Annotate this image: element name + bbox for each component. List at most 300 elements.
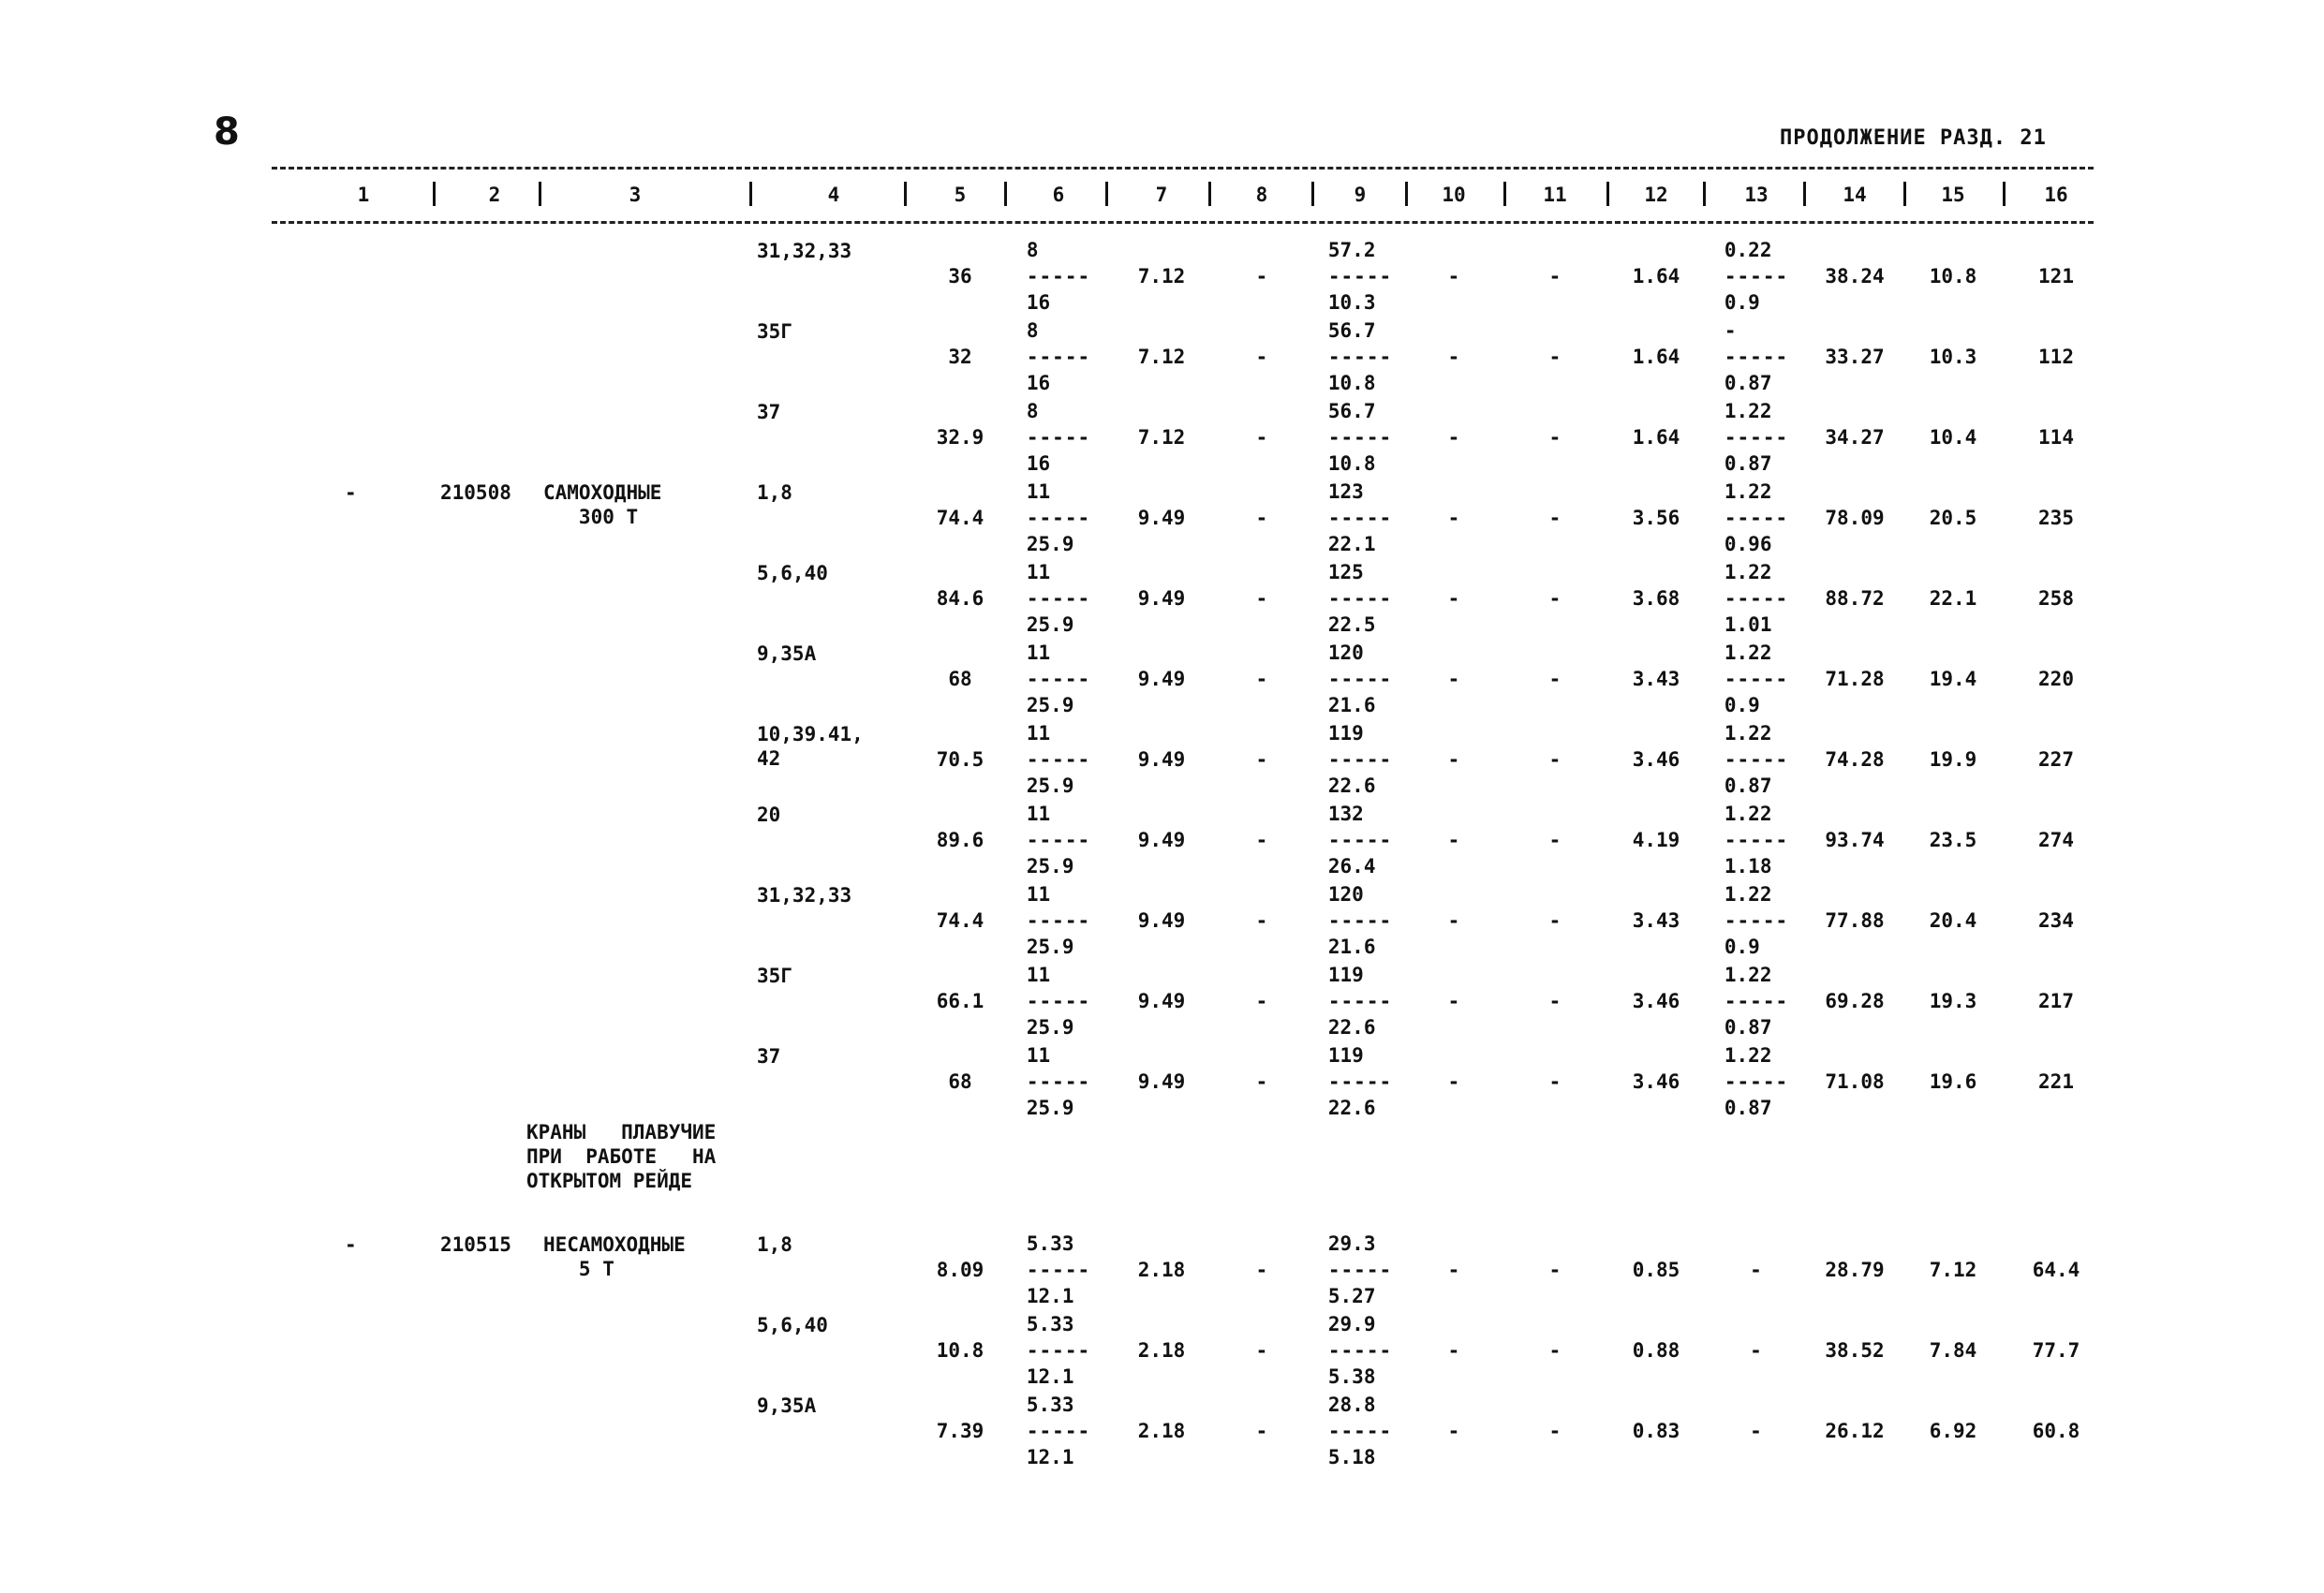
fraction-cell-c9 bbox=[1328, 400, 1392, 479]
fraction-cell-c13 bbox=[1724, 319, 1788, 398]
fraction-bar: - bbox=[1750, 1420, 1763, 1442]
cell-c11: - bbox=[1548, 1070, 1562, 1093]
cell-c5: 7.39 bbox=[936, 1420, 984, 1442]
column-header-5: 5 bbox=[954, 184, 967, 206]
cell-c16: 220 bbox=[2038, 668, 2074, 690]
cell-c16: 64.4 bbox=[2032, 1259, 2080, 1281]
column-header-16: 16 bbox=[2044, 184, 2068, 206]
cell-c16: 227 bbox=[2038, 748, 2074, 771]
cell-c15: 6.92 bbox=[1929, 1420, 1977, 1442]
denominator: 22.6 bbox=[1327, 774, 1376, 797]
column-header-3: 3 bbox=[629, 184, 642, 206]
numerator: 120 bbox=[1327, 883, 1364, 906]
cell-c5: 32.9 bbox=[936, 426, 984, 449]
cell-c15: 20.5 bbox=[1929, 507, 1977, 529]
cell-c5: 84.6 bbox=[936, 587, 984, 610]
cell-c10: - bbox=[1447, 1339, 1460, 1362]
numerator: 11 bbox=[1026, 803, 1051, 825]
fraction-bar: ----- bbox=[1724, 829, 1789, 851]
numerator: 29.9 bbox=[1327, 1313, 1376, 1335]
cell-c16: 112 bbox=[2038, 346, 2074, 368]
denominator: 0.9 bbox=[1724, 936, 1760, 958]
cell-c8: - bbox=[1255, 990, 1268, 1012]
denominator: 25.9 bbox=[1026, 613, 1074, 636]
fraction-cell-c6 bbox=[1027, 883, 1090, 962]
cell-c11: - bbox=[1548, 346, 1562, 368]
cell-c10: - bbox=[1447, 748, 1460, 771]
denominator bbox=[1750, 1365, 1763, 1392]
fraction-bar: ----- bbox=[1026, 587, 1091, 610]
cell-c10: - bbox=[1447, 829, 1460, 851]
cell-c8: - bbox=[1255, 346, 1268, 368]
numerator: 1.22 bbox=[1724, 642, 1772, 664]
fraction-bar: ----- bbox=[1327, 1259, 1393, 1281]
fraction-bar: ----- bbox=[1026, 426, 1091, 449]
row-positions: 10,39.41, 42 bbox=[757, 723, 864, 770]
fraction-bar: ----- bbox=[1026, 829, 1091, 851]
fraction-cell-c6 bbox=[1027, 239, 1090, 317]
numerator: 28.8 bbox=[1327, 1394, 1376, 1416]
cell-c8: - bbox=[1255, 1070, 1268, 1093]
cell-c11: - bbox=[1548, 990, 1562, 1012]
fraction-bar: ----- bbox=[1026, 1420, 1091, 1442]
cell-c12: 1.64 bbox=[1632, 346, 1680, 368]
row-positions: 35Г bbox=[757, 965, 792, 987]
cell-c15: 10.4 bbox=[1929, 426, 1977, 449]
cell-c16: 60.8 bbox=[2032, 1420, 2080, 1442]
cell-c11: - bbox=[1548, 1339, 1562, 1362]
denominator: 22.1 bbox=[1327, 533, 1376, 555]
row-positions: 37 bbox=[757, 1045, 781, 1068]
fraction-cell-c6 bbox=[1027, 1232, 1090, 1311]
numerator: 11 bbox=[1026, 642, 1051, 664]
fraction-bar: ----- bbox=[1724, 507, 1789, 529]
fraction-bar: ----- bbox=[1327, 748, 1393, 771]
column-separator bbox=[1105, 182, 1108, 206]
column-header-8: 8 bbox=[1255, 184, 1268, 206]
numerator: 1.22 bbox=[1724, 964, 1772, 986]
column-separator bbox=[1405, 182, 1408, 206]
row-positions: 31,32,33 bbox=[757, 240, 852, 262]
fraction-cell-c13 bbox=[1750, 1313, 1763, 1392]
denominator: 0.9 bbox=[1724, 694, 1760, 716]
fraction-bar: ----- bbox=[1026, 507, 1091, 529]
fraction-bar: ----- bbox=[1724, 426, 1789, 449]
numerator: 125 bbox=[1327, 561, 1364, 583]
denominator: 25.9 bbox=[1026, 774, 1074, 797]
cell-c10: - bbox=[1447, 426, 1460, 449]
numerator: 8 bbox=[1026, 400, 1039, 422]
column-header-10: 10 bbox=[1442, 184, 1466, 206]
cell-c12: 3.43 bbox=[1632, 909, 1680, 932]
cell-c12: 3.56 bbox=[1632, 507, 1680, 529]
cell-c5: 70.5 bbox=[936, 748, 984, 771]
cell-c15: 23.5 bbox=[1929, 829, 1977, 851]
cell-c8: - bbox=[1255, 1259, 1268, 1281]
column-header-2: 2 bbox=[488, 184, 501, 206]
cell-c12: 0.85 bbox=[1632, 1259, 1680, 1281]
cell-c14: 88.72 bbox=[1825, 587, 1885, 610]
cell-c15: 19.6 bbox=[1929, 1070, 1977, 1093]
denominator: 10.8 bbox=[1327, 452, 1376, 475]
column-separator bbox=[1503, 182, 1506, 206]
fraction-cell-c9 bbox=[1328, 803, 1392, 881]
cell-c7: 9.49 bbox=[1137, 587, 1186, 610]
denominator: 1.01 bbox=[1724, 613, 1772, 636]
cell-c7: 9.49 bbox=[1137, 909, 1186, 932]
cell-c15: 22.1 bbox=[1929, 587, 1977, 610]
cell-c7: 7.12 bbox=[1137, 346, 1186, 368]
cell-c7: 7.12 bbox=[1137, 426, 1186, 449]
cell-c15: 7.84 bbox=[1929, 1339, 1977, 1362]
row-positions: 37 bbox=[757, 401, 781, 423]
numerator: 56.7 bbox=[1327, 400, 1376, 422]
column-header-15: 15 bbox=[1941, 184, 1965, 206]
cell-c14: 38.52 bbox=[1825, 1339, 1885, 1362]
denominator: 5.18 bbox=[1327, 1446, 1376, 1468]
cell-c16: 121 bbox=[2038, 265, 2074, 288]
numerator bbox=[1750, 1394, 1763, 1420]
denominator: 26.4 bbox=[1327, 855, 1376, 878]
numerator: 5.33 bbox=[1026, 1313, 1074, 1335]
fraction-cell-c13 bbox=[1724, 561, 1788, 640]
column-separator bbox=[1208, 182, 1211, 206]
fraction-bar: ----- bbox=[1327, 1070, 1393, 1093]
column-separator bbox=[1004, 182, 1007, 206]
cell-c12: 4.19 bbox=[1632, 829, 1680, 851]
fraction-cell-c6 bbox=[1027, 1044, 1090, 1123]
fraction-bar: ----- bbox=[1327, 265, 1393, 288]
fraction-bar: ----- bbox=[1327, 1339, 1393, 1362]
denominator: 22.6 bbox=[1327, 1016, 1376, 1039]
fraction-cell-c13 bbox=[1724, 239, 1788, 317]
fraction-cell-c13 bbox=[1724, 883, 1788, 962]
fraction-bar: ----- bbox=[1724, 909, 1789, 932]
denominator: 25.9 bbox=[1026, 694, 1074, 716]
cell-c12: 3.68 bbox=[1632, 587, 1680, 610]
fraction-cell-c9 bbox=[1328, 642, 1392, 720]
cell-c8: - bbox=[1255, 265, 1268, 288]
cell-c12: 3.46 bbox=[1632, 990, 1680, 1012]
cell-c8: - bbox=[1255, 1420, 1268, 1442]
cell-c14: 69.28 bbox=[1825, 990, 1885, 1012]
numerator: 11 bbox=[1026, 722, 1051, 745]
fraction-cell-c9 bbox=[1328, 1232, 1392, 1311]
fraction-bar: ----- bbox=[1026, 265, 1091, 288]
column-header-13: 13 bbox=[1744, 184, 1769, 206]
cell-c5: 10.8 bbox=[936, 1339, 984, 1362]
cell-c14: 33.27 bbox=[1825, 346, 1885, 368]
cell-c8: - bbox=[1255, 668, 1268, 690]
cell-c16: 235 bbox=[2038, 507, 2074, 529]
top-rule bbox=[272, 167, 2094, 170]
denominator bbox=[1750, 1285, 1763, 1311]
numerator: 11 bbox=[1026, 1044, 1051, 1067]
fraction-bar: ----- bbox=[1026, 1259, 1091, 1281]
fraction-bar: ----- bbox=[1026, 1070, 1091, 1093]
cell-c5: 74.4 bbox=[936, 507, 984, 529]
cell-c14: 38.24 bbox=[1825, 265, 1885, 288]
fraction-bar: - bbox=[1750, 1339, 1763, 1362]
fraction-cell-c6 bbox=[1027, 561, 1090, 640]
row-positions: 20 bbox=[757, 804, 781, 826]
numerator bbox=[1750, 1232, 1763, 1259]
cell-c10: - bbox=[1447, 1070, 1460, 1093]
denominator: 0.87 bbox=[1724, 452, 1772, 475]
numerator: 8 bbox=[1026, 239, 1039, 261]
column-separator bbox=[433, 182, 436, 206]
cell-c11: - bbox=[1548, 507, 1562, 529]
fraction-cell-c13 bbox=[1724, 400, 1788, 479]
fraction-cell-c9 bbox=[1328, 722, 1392, 801]
fraction-cell-c9 bbox=[1328, 883, 1392, 962]
fraction-bar: - bbox=[1750, 1259, 1763, 1281]
cell-c11: - bbox=[1548, 668, 1562, 690]
fraction-bar: ----- bbox=[1026, 909, 1091, 932]
cell-c10: - bbox=[1447, 587, 1460, 610]
fraction-bar: ----- bbox=[1724, 668, 1789, 690]
cell-c16: 234 bbox=[2038, 909, 2074, 932]
fraction-cell-c6 bbox=[1027, 319, 1090, 398]
column-separator bbox=[1311, 182, 1314, 206]
cell-c7: 7.12 bbox=[1137, 265, 1186, 288]
fraction-bar: ----- bbox=[1724, 587, 1789, 610]
cell-c15: 19.9 bbox=[1929, 748, 1977, 771]
cell-c7: 2.18 bbox=[1137, 1420, 1186, 1442]
numerator: 0.22 bbox=[1724, 239, 1772, 261]
cell-c5: 68 bbox=[948, 1070, 972, 1093]
fraction-cell-c13 bbox=[1724, 642, 1788, 720]
row-positions: 1,8 bbox=[757, 1233, 792, 1256]
fraction-bar: ----- bbox=[1327, 668, 1393, 690]
fraction-cell-c6 bbox=[1027, 964, 1090, 1042]
cell-c12: 0.83 bbox=[1632, 1420, 1680, 1442]
cell-c16: 217 bbox=[2038, 990, 2074, 1012]
numerator: 8 bbox=[1026, 319, 1039, 342]
fraction-cell-c6 bbox=[1027, 400, 1090, 479]
cell-c12: 1.64 bbox=[1632, 265, 1680, 288]
numerator: 1.22 bbox=[1724, 883, 1772, 906]
cell-c5: 36 bbox=[948, 265, 972, 288]
numerator: 1.22 bbox=[1724, 803, 1772, 825]
cell-c5: 74.4 bbox=[936, 909, 984, 932]
column-header-7: 7 bbox=[1155, 184, 1168, 206]
cell-c16: 274 bbox=[2038, 829, 2074, 851]
cell-c10: - bbox=[1447, 346, 1460, 368]
numerator: 119 bbox=[1327, 1044, 1364, 1067]
cell-c14: 71.28 bbox=[1825, 668, 1885, 690]
column-separator bbox=[749, 182, 752, 206]
denominator: 22.5 bbox=[1327, 613, 1376, 636]
column-header-11: 11 bbox=[1543, 184, 1567, 206]
cell-c14: 71.08 bbox=[1825, 1070, 1885, 1093]
cell-c15: 20.4 bbox=[1929, 909, 1977, 932]
numerator: 11 bbox=[1026, 883, 1051, 906]
cell-c5: 89.6 bbox=[936, 829, 984, 851]
numerator: 120 bbox=[1327, 642, 1364, 664]
section-header: ПРОДОЛЖЕНИЕ РАЗД. 21 bbox=[1780, 126, 2047, 150]
cell-c10: - bbox=[1447, 909, 1460, 932]
fraction-bar: ----- bbox=[1724, 1070, 1789, 1093]
fraction-cell-c6 bbox=[1027, 480, 1090, 559]
denominator: 5.27 bbox=[1327, 1285, 1376, 1307]
cell-c7: 2.18 bbox=[1137, 1339, 1186, 1362]
numerator: 132 bbox=[1327, 803, 1364, 825]
numerator: 5.33 bbox=[1026, 1232, 1074, 1255]
fraction-cell-c9 bbox=[1328, 239, 1392, 317]
cell-c5: 68 bbox=[948, 668, 972, 690]
fraction-bar: ----- bbox=[1327, 990, 1393, 1012]
cell-c16: 258 bbox=[2038, 587, 2074, 610]
denominator: 12.1 bbox=[1026, 1365, 1074, 1388]
fraction-cell-c9 bbox=[1328, 1044, 1392, 1123]
cell-c7: 9.49 bbox=[1137, 829, 1186, 851]
fraction-bar: ----- bbox=[1327, 829, 1393, 851]
cell-c11: - bbox=[1548, 829, 1562, 851]
cell-c10: - bbox=[1447, 668, 1460, 690]
numerator: 119 bbox=[1327, 964, 1364, 986]
row-positions: 31,32,33 bbox=[757, 884, 852, 907]
cell-c15: 19.3 bbox=[1929, 990, 1977, 1012]
numerator: 11 bbox=[1026, 561, 1051, 583]
fraction-cell-c9 bbox=[1328, 1313, 1392, 1392]
column-separator bbox=[1803, 182, 1806, 206]
fraction-cell-c9 bbox=[1328, 964, 1392, 1042]
cell-c7: 2.18 bbox=[1137, 1259, 1186, 1281]
denominator: 25.9 bbox=[1026, 1016, 1074, 1039]
denominator: 25.9 bbox=[1026, 936, 1074, 958]
numerator: 11 bbox=[1026, 964, 1051, 986]
fraction-cell-c13 bbox=[1724, 1044, 1788, 1123]
cell-c11: - bbox=[1548, 426, 1562, 449]
fraction-cell-c6 bbox=[1027, 1313, 1090, 1392]
cell-c15: 7.12 bbox=[1929, 1259, 1977, 1281]
cell-c5: 32 bbox=[948, 346, 972, 368]
row-positions: 1,8 bbox=[757, 481, 792, 504]
fraction-bar: ----- bbox=[1327, 426, 1393, 449]
denominator: 0.96 bbox=[1724, 533, 1772, 555]
fraction-bar: ----- bbox=[1026, 748, 1091, 771]
cell-c11: - bbox=[1548, 748, 1562, 771]
column-header-6: 6 bbox=[1052, 184, 1065, 206]
fraction-cell-c6 bbox=[1027, 1394, 1090, 1472]
numerator: 11 bbox=[1026, 480, 1051, 503]
column-separator bbox=[1903, 182, 1906, 206]
cell-c16: 221 bbox=[2038, 1070, 2074, 1093]
cell-c14: 34.27 bbox=[1825, 426, 1885, 449]
numerator: 1.22 bbox=[1724, 400, 1772, 422]
fraction-bar: ----- bbox=[1327, 346, 1393, 368]
cell-c8: - bbox=[1255, 426, 1268, 449]
fraction-bar: ----- bbox=[1026, 990, 1091, 1012]
denominator: 0.87 bbox=[1724, 372, 1772, 394]
cell-c11: - bbox=[1548, 587, 1562, 610]
fraction-cell-c13 bbox=[1750, 1232, 1763, 1311]
denominator: 10.3 bbox=[1327, 291, 1376, 314]
fraction-cell-c9 bbox=[1328, 1394, 1392, 1472]
cell-c11: - bbox=[1548, 1420, 1562, 1442]
cell-c12: 3.46 bbox=[1632, 1070, 1680, 1093]
denominator: 0.87 bbox=[1724, 1097, 1772, 1119]
numerator: 119 bbox=[1327, 722, 1364, 745]
denominator: 10.8 bbox=[1327, 372, 1376, 394]
numerator: 1.22 bbox=[1724, 1044, 1772, 1067]
denominator: 12.1 bbox=[1026, 1285, 1074, 1307]
page-number: 8 bbox=[214, 111, 240, 154]
cell-c8: - bbox=[1255, 748, 1268, 771]
cell-c8: - bbox=[1255, 909, 1268, 932]
cell-c8: - bbox=[1255, 829, 1268, 851]
row-code: 210515 bbox=[440, 1233, 511, 1256]
denominator: 25.9 bbox=[1026, 533, 1074, 555]
column-header-12: 12 bbox=[1644, 184, 1668, 206]
denominator: 21.6 bbox=[1327, 694, 1376, 716]
fraction-bar: ----- bbox=[1026, 668, 1091, 690]
fraction-cell-c6 bbox=[1027, 642, 1090, 720]
fraction-bar: ----- bbox=[1327, 1420, 1393, 1442]
fraction-bar: ----- bbox=[1327, 587, 1393, 610]
denominator: 21.6 bbox=[1327, 936, 1376, 958]
row-positions: 35Г bbox=[757, 320, 792, 343]
cell-c11: - bbox=[1548, 265, 1562, 288]
column-header-14: 14 bbox=[1843, 184, 1867, 206]
denominator: 0.9 bbox=[1724, 291, 1760, 314]
row-dash: - bbox=[345, 1233, 357, 1256]
row-positions: 5,6,40 bbox=[757, 562, 828, 584]
cell-c15: 10.3 bbox=[1929, 346, 1977, 368]
cell-c7: 9.49 bbox=[1137, 748, 1186, 771]
fraction-cell-c13 bbox=[1750, 1394, 1763, 1472]
numerator: 1.22 bbox=[1724, 561, 1772, 583]
cell-c8: - bbox=[1255, 587, 1268, 610]
fraction-bar: ----- bbox=[1026, 346, 1091, 368]
denominator: 16 bbox=[1026, 452, 1051, 475]
cell-c12: 3.46 bbox=[1632, 748, 1680, 771]
cell-c5: 8.09 bbox=[936, 1259, 984, 1281]
cell-c10: - bbox=[1447, 1259, 1460, 1281]
cell-c14: 26.12 bbox=[1825, 1420, 1885, 1442]
cell-c10: - bbox=[1447, 507, 1460, 529]
cell-c12: 3.43 bbox=[1632, 668, 1680, 690]
cell-c8: - bbox=[1255, 507, 1268, 529]
denominator: 16 bbox=[1026, 372, 1051, 394]
cell-c14: 93.74 bbox=[1825, 829, 1885, 851]
cell-c16: 114 bbox=[2038, 426, 2074, 449]
fraction-bar: ----- bbox=[1327, 507, 1393, 529]
numerator: 56.7 bbox=[1327, 319, 1376, 342]
row-positions: 9,35А bbox=[757, 1394, 817, 1417]
cell-c7: 9.49 bbox=[1137, 507, 1186, 529]
cell-c14: 28.79 bbox=[1825, 1259, 1885, 1281]
numerator: 5.33 bbox=[1026, 1394, 1074, 1416]
fraction-cell-c13 bbox=[1724, 803, 1788, 881]
fraction-cell-c13 bbox=[1724, 722, 1788, 801]
cell-c15: 19.4 bbox=[1929, 668, 1977, 690]
fraction-bar: ----- bbox=[1327, 909, 1393, 932]
cell-c14: 77.88 bbox=[1825, 909, 1885, 932]
cell-c14: 74.28 bbox=[1825, 748, 1885, 771]
row-name: НЕСАМОХОДНЫЕ 5 Т bbox=[543, 1233, 686, 1280]
row-dash: - bbox=[345, 481, 357, 504]
cell-c7: 9.49 bbox=[1137, 668, 1186, 690]
section-note: КРАНЫ ПЛАВУЧИЕ ПРИ РАБОТЕ НА ОТКРЫТОМ РЕЙДЕ bbox=[526, 1121, 717, 1192]
cell-c8: - bbox=[1255, 1339, 1268, 1362]
cell-c7: 9.49 bbox=[1137, 990, 1186, 1012]
numerator: 29.3 bbox=[1327, 1232, 1376, 1255]
numerator: 123 bbox=[1327, 480, 1364, 503]
fraction-cell-c13 bbox=[1724, 480, 1788, 559]
column-separator bbox=[904, 182, 907, 206]
